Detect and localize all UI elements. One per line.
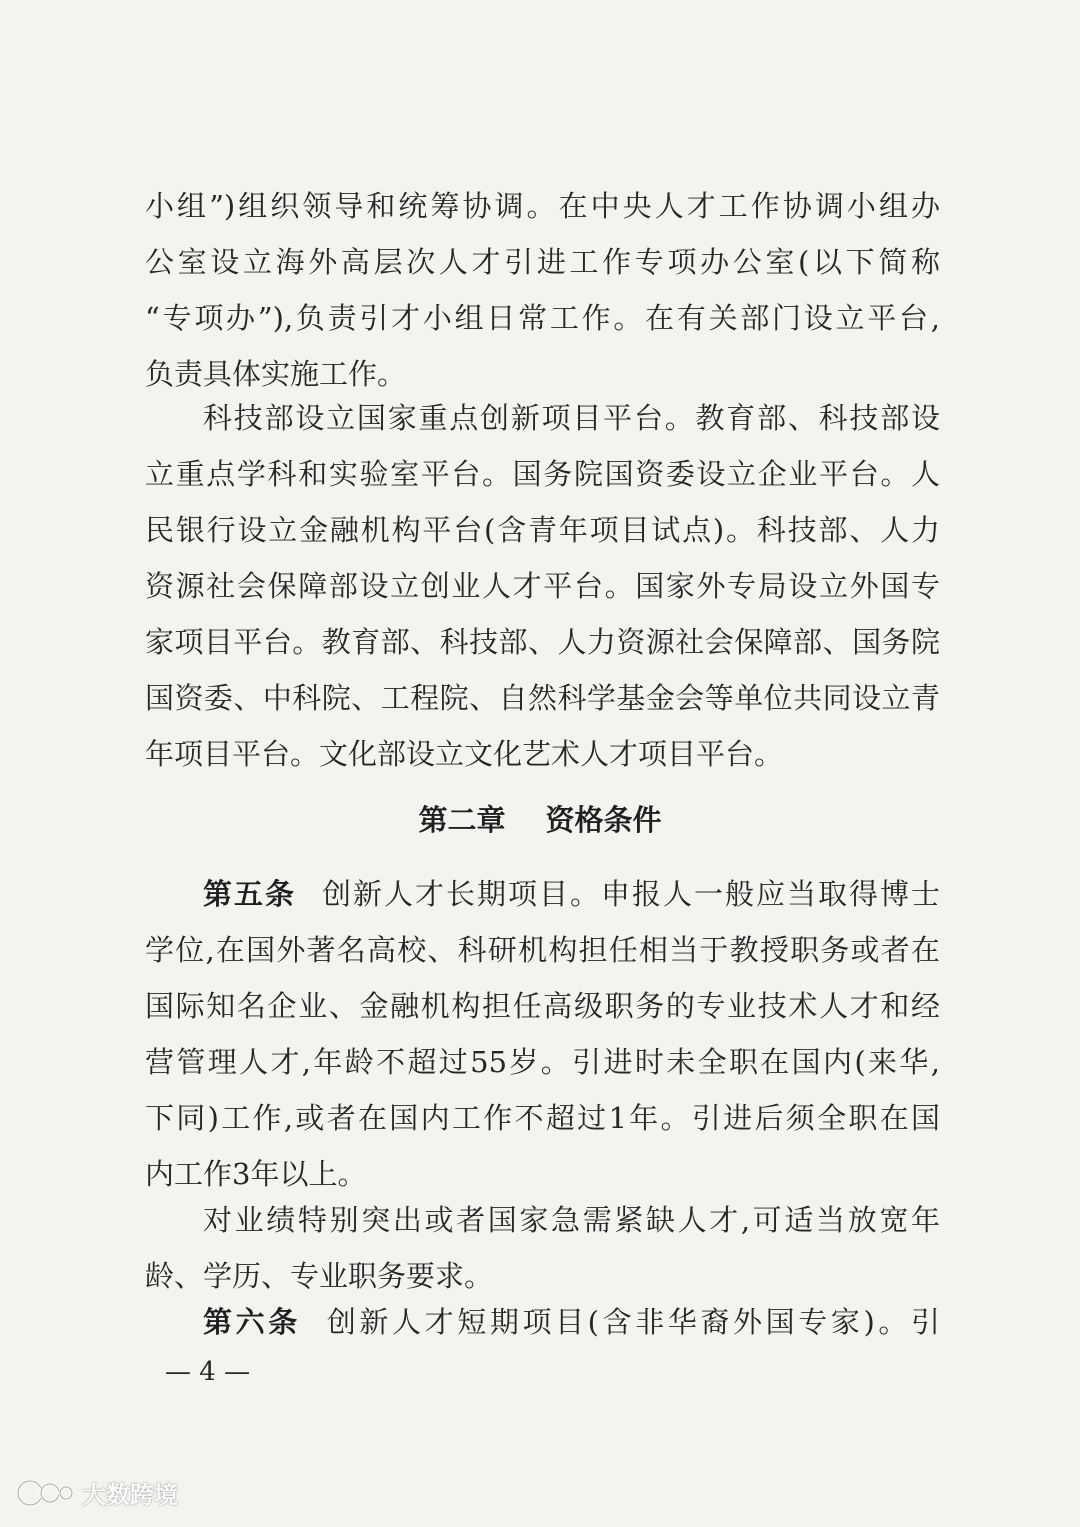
paragraph-line: 内工作3年以上。 (145, 1157, 367, 1191)
paragraph-line: “专项办”),负责引才小组日常工作。在有关部门设立平台, (145, 301, 940, 335)
article-first-line (145, 1294, 940, 1350)
article-six (145, 1294, 940, 1350)
paragraph-line: 学位,在国外著名高校、科研机构担任相当于教授职务或者在 (145, 933, 940, 967)
article-text: 创新人才短期项目(含非华裔外国专家)。引 (326, 1305, 940, 1339)
paragraph-line: 立重点学科和实验室平台。国务院国资委设立企业平台。人 (145, 457, 940, 491)
paragraph-line: 龄、学历、专业职务要求。 (145, 1259, 494, 1293)
paragraph-line: 公室设立海外高层次人才引进工作专项办公室(以下简称 (145, 245, 940, 279)
paragraph-line: 对业绩特别突出或者国家急需紧缺人才,可适当放宽年 (203, 1203, 940, 1237)
relaxation-paragraph (145, 1192, 940, 1304)
watermark-logo-icon (14, 1476, 76, 1510)
chapter-number: 第二章 (418, 803, 506, 837)
watermark-text: 大数跨境 (82, 1481, 178, 1509)
paragraph-line: 民银行设立金融机构平台(含青年项目试点)。科技部、人力 (145, 513, 940, 547)
article-five (145, 866, 940, 1202)
paragraph-line: 家项目平台。教育部、科技部、人力资源社会保障部、国务院 (145, 625, 940, 659)
article-label: 第五条 (203, 877, 296, 911)
intro-paragraph (145, 178, 940, 402)
paragraph-line: 营管理人才,年龄不超过55岁。引进时未全职在国内(来华, (145, 1045, 940, 1079)
watermark (14, 1475, 178, 1510)
paragraph-line: 小组”)组织领导和统筹协调。在中央人才工作协调小组办 (145, 189, 940, 223)
page-number: — 4 — (165, 1357, 251, 1387)
paragraph-line: 科技部设立国家重点创新项目平台。教育部、科技部设 (203, 401, 940, 435)
paragraph-line: 年项目平台。文化部设立文化艺术人才项目平台。 (145, 737, 784, 771)
paragraph-line: 负责具体实施工作。 (145, 357, 407, 391)
article-text: 创新人才长期项目。申报人一般应当取得博士 (322, 877, 940, 911)
article-first-line (145, 866, 940, 922)
chapter-title: 资格条件 (545, 803, 662, 837)
paragraph-line: 国际知名企业、金融机构担任高级职务的专业技术人才和经 (145, 989, 940, 1023)
paragraph-line: 下同)工作,或者在国内工作不超过1年。引进后须全职在国 (145, 1101, 940, 1135)
article-label: 第六条 (203, 1305, 301, 1339)
platforms-paragraph (145, 390, 940, 782)
chapter-heading (0, 792, 1080, 848)
paragraph-line: 国资委、中科院、工程院、自然科学基金会等单位共同设立青 (145, 681, 940, 715)
paragraph-line: 资源社会保障部设立创业人才平台。国家外专局设立外国专 (145, 569, 940, 603)
